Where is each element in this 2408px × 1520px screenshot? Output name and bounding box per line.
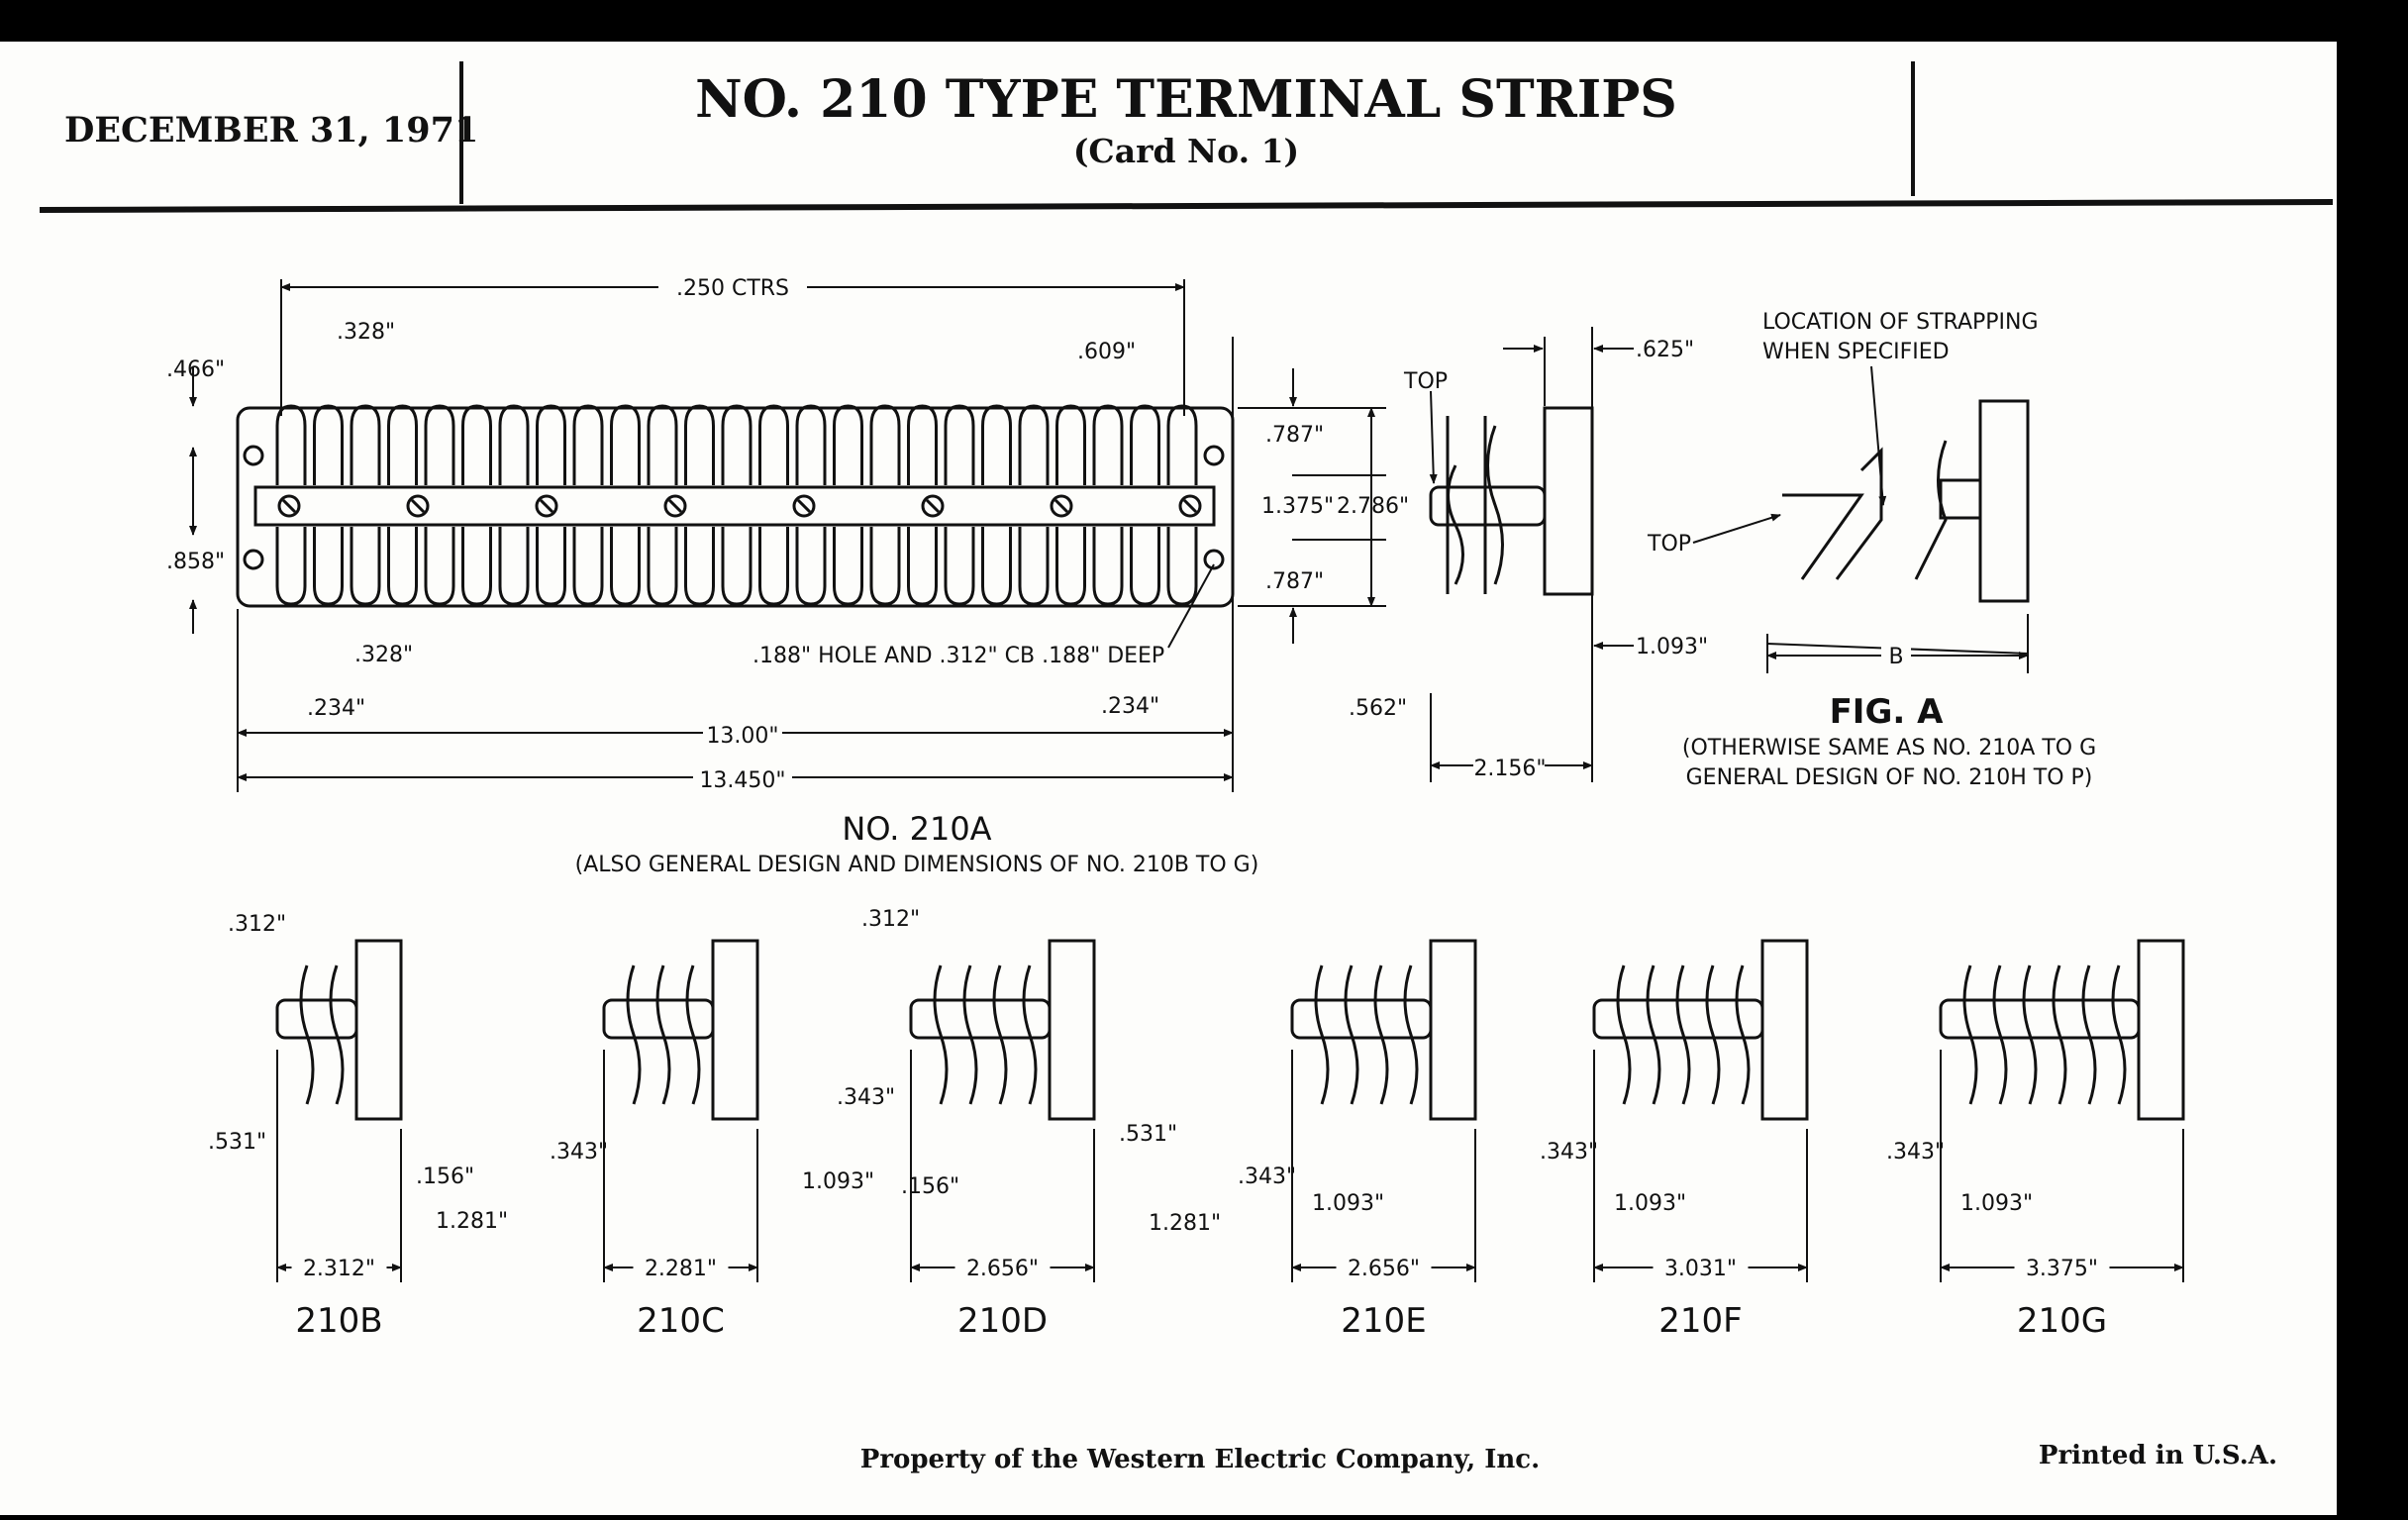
dim-787-bottom: .787" xyxy=(1265,569,1325,594)
variant-dim-d-b: 1.093" xyxy=(1614,1191,1687,1216)
main-caption: NO. 210A xyxy=(842,810,992,848)
variant-total-dim: 3.031" xyxy=(1663,1257,1738,1281)
variant-dim-d-d: .156" xyxy=(901,1174,960,1199)
dim-234-right: .234" xyxy=(1101,694,1160,719)
variant-dim-d-a: .343" xyxy=(1886,1140,1946,1165)
main-subcaption: (ALSO GENERAL DESIGN AND DIMENSIONS OF NO. 210B TO G) xyxy=(574,853,1259,877)
variant-name: 210C xyxy=(637,1301,725,1341)
variant-name: 210D xyxy=(956,1301,1049,1341)
variant-total-dim: 3.375" xyxy=(2025,1257,2099,1281)
variant-total-dim: 2.656" xyxy=(965,1257,1040,1281)
dim-2786: 2.786" xyxy=(1337,494,1410,519)
variant-name: 210B xyxy=(295,1301,383,1341)
variant-dim-d-b: 1.093" xyxy=(802,1169,875,1194)
dim-13-450: 13.450" xyxy=(699,768,786,793)
dim-328-bottom: .328" xyxy=(354,643,414,667)
variant-dim-d-b: .343" xyxy=(837,1085,896,1110)
variant-name: 210G xyxy=(2016,1301,2108,1341)
fig-a-b-label: B xyxy=(1888,645,1904,669)
dim-2156: 2.156" xyxy=(1473,757,1547,781)
variant-dim-d-b: 1.093" xyxy=(1312,1191,1385,1216)
variant-dim-d-a: .343" xyxy=(550,1140,609,1165)
variant-dim-d-c: .531" xyxy=(1119,1122,1178,1147)
dim-858: .858" xyxy=(166,550,226,574)
variant-total-dim: 2.281" xyxy=(644,1257,718,1281)
dim-1375: 1.375" xyxy=(1261,494,1335,519)
printed-note: Printed in U.S.A. xyxy=(2038,1441,2277,1470)
fig-a-note-1: (OTHERWISE SAME AS NO. 210A TO G xyxy=(1681,736,2097,760)
fig-a-title: FIG. A xyxy=(1829,692,1944,732)
dim-466: .466" xyxy=(166,357,226,382)
variant-dim-d-d: 1.281" xyxy=(436,1209,509,1234)
dim-609: .609" xyxy=(1077,340,1137,364)
dim-328-top: .328" xyxy=(337,320,396,345)
dim-625: .625" xyxy=(1636,338,1695,362)
variant-dim-d-a: .312" xyxy=(861,907,921,932)
date-label: DECEMBER 31, 1971 xyxy=(64,110,479,151)
variant-dim-d-a: .312" xyxy=(228,912,287,937)
variant-dim-d-b: 1.093" xyxy=(1960,1191,2034,1216)
property-note: Property of the Western Electric Company, Inc. xyxy=(859,1445,1541,1474)
variant-dim-d-c: .156" xyxy=(416,1165,475,1189)
dim-562: .562" xyxy=(1349,696,1408,721)
variant-name: 210F xyxy=(1658,1301,1743,1341)
dim-13-00: 13.00" xyxy=(706,724,779,749)
variant-dim-d-e: 1.281" xyxy=(1149,1211,1222,1236)
variant-dim-d-a: .343" xyxy=(1540,1140,1599,1165)
dim-1093: 1.093" xyxy=(1636,635,1709,659)
variant-total-dim: 2.656" xyxy=(1347,1257,1421,1281)
card-number: (Card No. 1) xyxy=(1072,132,1300,170)
page-title: NO. 210 TYPE TERMINAL STRIPS xyxy=(695,69,1677,130)
strapping-note-2: WHEN SPECIFIED xyxy=(1762,340,1950,364)
dim-234-left: .234" xyxy=(307,696,366,721)
strapping-note-1: LOCATION OF STRAPPING xyxy=(1762,310,2039,335)
variant-name: 210E xyxy=(1341,1301,1427,1341)
fig-a-note-2: GENERAL DESIGN OF NO. 210H TO P) xyxy=(1685,765,2093,790)
side-top-label: TOP xyxy=(1404,369,1449,394)
fig-a-top-label: TOP xyxy=(1648,532,1692,557)
variant-dim-d-a: .343" xyxy=(1238,1165,1297,1189)
variant-total-dim: 2.312" xyxy=(302,1257,376,1281)
variant-dim-d-b: .531" xyxy=(208,1130,267,1155)
ctrs-label: .250 CTRS xyxy=(675,276,790,301)
hole-note: .188" HOLE AND .312" CB .188" DEEP xyxy=(752,644,1165,668)
dim-787-top: .787" xyxy=(1265,423,1325,448)
